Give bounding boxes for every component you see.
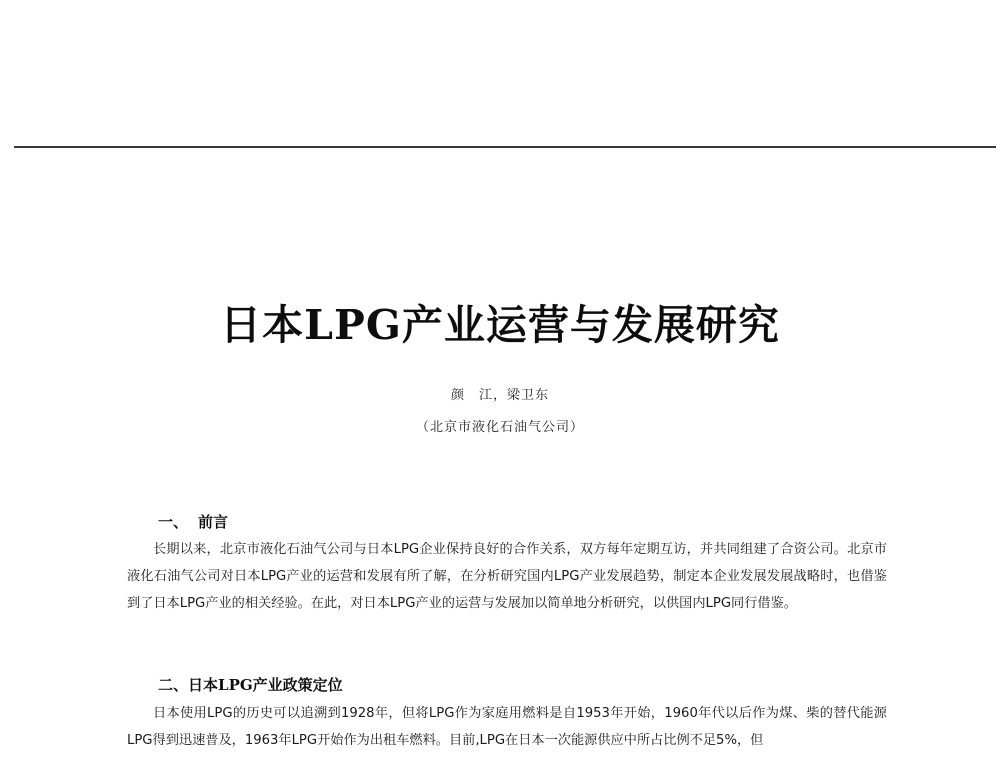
header-rule: [14, 146, 996, 148]
section-paragraph-intro: 长期以来，北京市液化石油气公司与日本LPG企业保持良好的合作关系，双方每年定期互访，并共同组建了合资公司。北京市液化石油气公司对日本LPG产业的运营和发展有所了解，在分析研究国内LPG产业发展趋势，制定本企业发展发展战略时，也借鉴到了日本LPG产业的相关经验。在此，对日本LPG产业的运营与发展加以简单地分析研究，以供国内LPG同行借鉴。: [127, 542, 887, 611]
section-heading-policy: [158, 674, 343, 695]
section-title: 前言: [198, 513, 229, 531]
paper-title: 日本LPG产业运营与发展研究: [220, 301, 780, 349]
section-paragraph-policy: 日本使用LPG的历史可以追溯到1928年，但将LPG作为家庭用燃料是自1953年开始，1960年代以后作为煤、柴的替代能源LPG得到迅速普及，1963年LPG开始作为出租车燃料。目前,LPG在日本一次能源供应中所占比例不足5%，但: [127, 706, 887, 748]
section-number: 二、: [158, 676, 189, 694]
paper-affiliation: （北京市液化石油气公司）: [415, 420, 584, 435]
paper-authors: 颜 江，梁卫东: [450, 388, 549, 403]
section-heading-intro: [158, 511, 228, 532]
section-number: 一、: [158, 513, 189, 531]
section-title: 日本LPG产业政策定位: [188, 676, 343, 694]
